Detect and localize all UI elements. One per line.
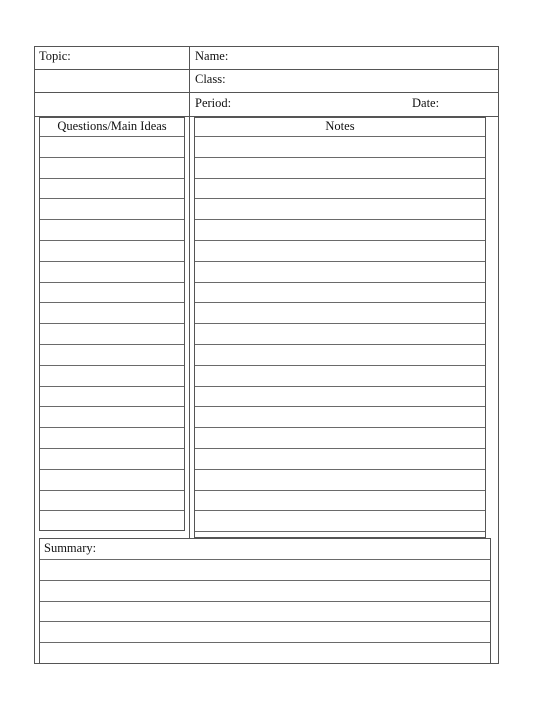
summary-rule-line (40, 580, 490, 581)
questions-rule-line (40, 448, 184, 449)
questions-rule-line (40, 490, 184, 491)
date-label: Date: (412, 96, 440, 110)
questions-column (39, 117, 185, 531)
summary-rule-line (40, 601, 490, 602)
questions-rule-line (40, 178, 184, 179)
questions-rule-line (40, 282, 184, 283)
notes-rule-line (195, 302, 485, 303)
header-row-line (34, 69, 499, 70)
column-divider (189, 117, 190, 538)
header-divider (189, 46, 190, 117)
notes-rule-line (195, 261, 485, 262)
summary-label: Summary: (44, 541, 97, 555)
notes-rule-line (195, 198, 485, 199)
header-row-line (34, 92, 499, 93)
questions-rule-line (40, 219, 184, 220)
questions-rule-line (40, 136, 184, 137)
notes-rule-line (195, 490, 485, 491)
questions-rule-line (40, 157, 184, 158)
notes-rule-line (195, 136, 485, 137)
notes-rule-line (195, 282, 485, 283)
notes-rule-line (195, 531, 485, 532)
questions-heading: Questions/Main Ideas (57, 119, 167, 133)
questions-rule-line (40, 240, 184, 241)
summary-rule-line (40, 559, 490, 560)
notes-rule-line (195, 365, 485, 366)
questions-rule-line (40, 427, 184, 428)
summary-rule-line (40, 642, 490, 643)
topic-label: Topic: (39, 49, 71, 63)
period-label: Period: (195, 96, 232, 110)
notes-rule-line (195, 469, 485, 470)
notes-rule-line (195, 178, 485, 179)
summary-rule-line (40, 621, 490, 622)
notes-rule-line (195, 323, 485, 324)
notes-column (194, 117, 486, 538)
summary-box (39, 538, 491, 664)
questions-rule-line (40, 386, 184, 387)
notes-rule-line (195, 406, 485, 407)
questions-rule-line (40, 469, 184, 470)
notes-rule-line (195, 510, 485, 511)
notes-rule-line (195, 219, 485, 220)
questions-rule-line (40, 323, 184, 324)
notes-heading: Notes (325, 119, 355, 133)
notes-rule-line (195, 427, 485, 428)
notes-rule-line (195, 448, 485, 449)
questions-rule-line (40, 510, 184, 511)
outer-left-border (34, 117, 35, 664)
questions-rule-line (40, 365, 184, 366)
notes-rule-line (195, 157, 485, 158)
notes-rule-line (195, 344, 485, 345)
questions-rule-line (40, 406, 184, 407)
class-label: Class: (195, 72, 226, 86)
outer-right-border (498, 117, 499, 664)
notes-rule-line (195, 386, 485, 387)
notes-rule-line (195, 240, 485, 241)
questions-rule-line (40, 261, 184, 262)
questions-rule-line (40, 302, 184, 303)
questions-rule-line (40, 344, 184, 345)
questions-rule-line (40, 198, 184, 199)
name-label: Name: (195, 49, 229, 63)
